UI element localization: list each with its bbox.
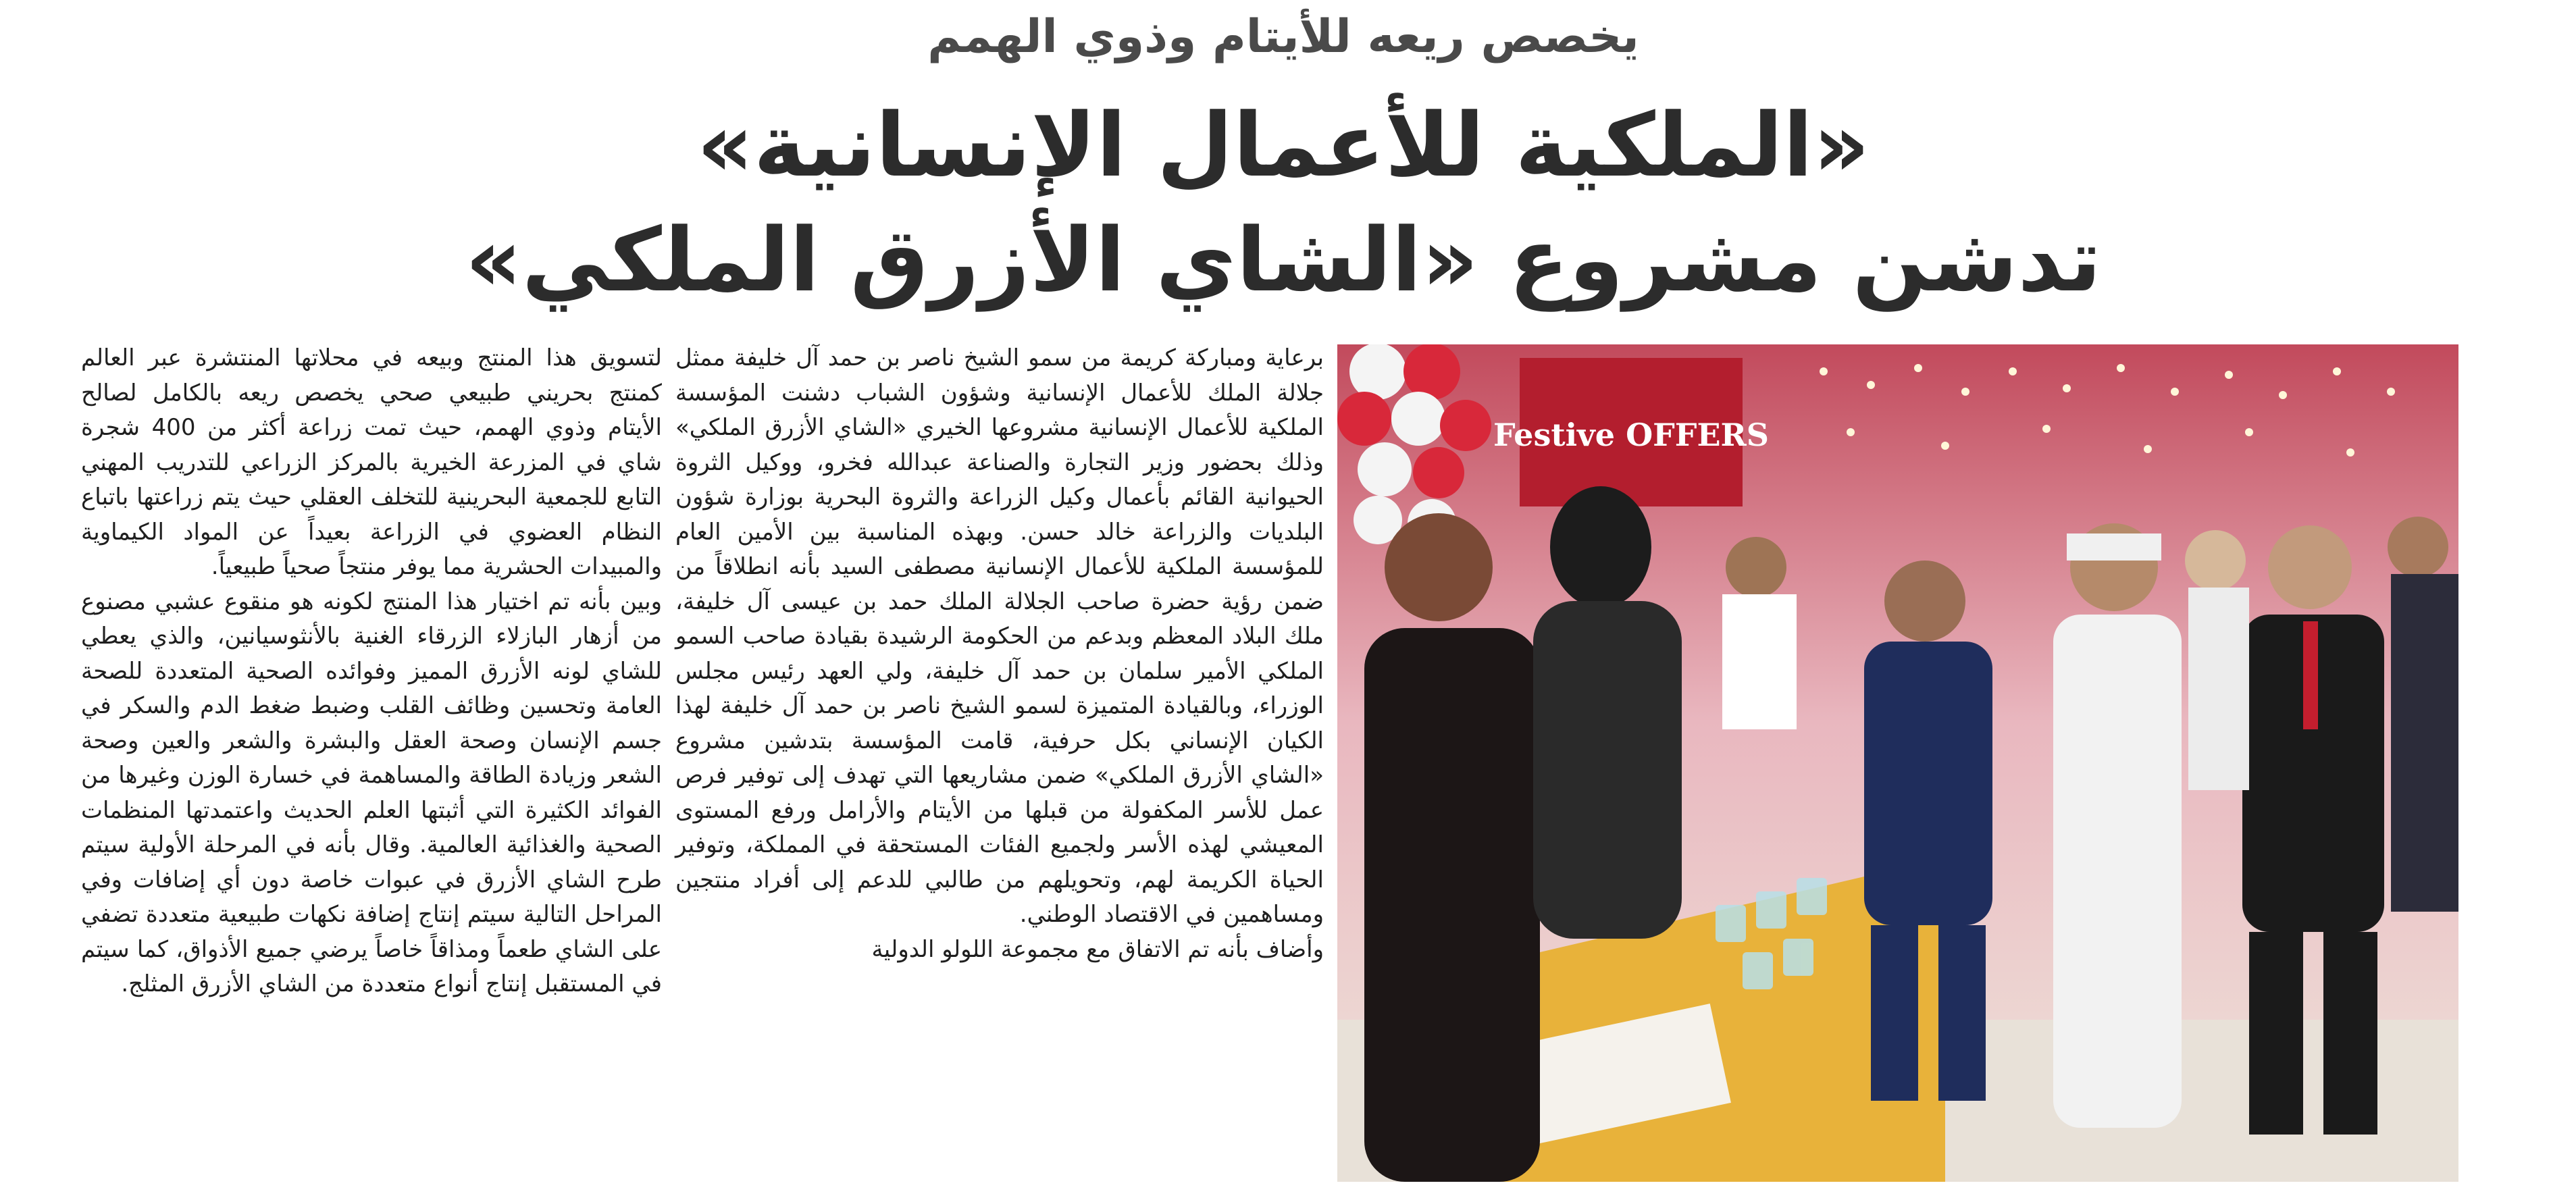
article-column-right — [675, 341, 1324, 967]
event-photo — [1337, 344, 2458, 1182]
paragraph: لتسويق هذا المنتج وبيعه في محلاتها المنتشرة عبر العالم كمنتج بحريني طبيعي صحي يخصص ريعه بالكامل لصالح الأيتام وذوي الهمم، حيث تمت زراعة أكثر من 400 شجرة شاي في المزرعة الخيرية بالمركز الزراعي للتدريب المهني التابع للجمعية البحرينية للتخلف العقلي حيث يتم زراعتها باتباع النظام العضوي في الزراعة بعيداً عن المواد الكيماوية والمبيدات الحشرية مما يوفر منتجاً صحياً طبيعياً. — [81, 344, 662, 580]
paragraph: وأضاف بأنه تم الاتفاق مع مجموعة اللولو الدولية — [871, 935, 1324, 963]
article-column-left — [81, 341, 662, 1002]
paragraph: وبين بأنه تم اختيار هذا المنتج لكونه هو منقوع عشبي مصنوع من أزهار البازلاء الزرقاء الغنية بالأنثوسيانين، والذي يعطي للشاي لونه الأزرق المميز وفوائده الصحية المتعددة للصحة العامة وتحسين وظائف القلب وضبط ضغط الدم والسكر في جسم الإنسان وصحة العقل والبشرة والشعر والعين وصحة الشعر وزيادة الطاقة والمساهمة في خسارة الوزن وغيرها من الفوائد الكثيرة التي أثبتها العلم الحديث واعتمدتها المنظمات الصحية والغذائية العالمية. وقال بأنه في المرحلة الأولية سيتم طرح الشاي الأزرق في عبوات خاصة دون أي إضافات وفي المراحل التالية سيتم إنتاج إضافة نكهات طبيعية متعددة تضفي على الشاي طعماً ومذاقاً خاصاً يرضي جميع الأذواق، كما سيتم في المستقبل إنتاج أنواع متعددة من الشاي الأزرق المثلج. — [81, 588, 662, 997]
paragraph: برعاية ومباركة كريمة من سمو الشيخ ناصر بن حمد آل خليفة ممثل جلالة الملك للأعمال الإنسانية وشؤون الشباب دشنت المؤسسة الملكية للأعمال الإنسانية مشروعها الخيري «الشاي الأزرق الملكي» وذلك بحضور وزير التجارة والصناعة عبدالله فخرو، ووكيل الثروة الحيوانية القائم بأعمال وكيل الزراعة والثروة البحرية بوزارة شؤون البلديات والزراعة خالد حسن. وبهذه المناسبة بين الأمين العام للمؤسسة الملكية للأعمال الإنسانية مصطفى السيد بأنه انطلاقاً من ضمن رؤية حضرة صاحب الجلالة الملك حمد بن عيسى آل خليفة، ملك البلاد المعظم وبدعم من الحكومة الرشيدة بقيادة صاحب السمو الملكي الأمير سلمان بن حمد آل خليفة، ولي العهد رئيس مجلس الوزراء، وبالقيادة المتميزة لسمو الشيخ ناصر بن حمد آل خليفة لهذا الكيان الإنساني بكل حرفية، قامت المؤسسة بتدشين مشروع «الشاي الأزرق الملكي» ضمن مشاريعها التي تهدف إلى توفير فرص عمل للأسر المكفولة من قبلها من الأيتام والأرامل ورفع المستوى المعيشي لهذه الأسر ولجميع الفئات المستحقة في المملكة، وتوفير الحياة الكريمة لهم، وتحويلهم من طالبي للدعم إلى أفراد منتجين ومساهمين في الاقتصاد الوطني. — [675, 344, 1324, 928]
photo-sign-text: Festive OFFERS — [1493, 417, 1769, 453]
article-kicker: يخصص ريعه للأيتام وذوي الهمم — [927, 10, 1639, 63]
headline-line-2: تدشن مشروع «الشاي الأزرق الملكي» — [465, 209, 2102, 311]
headline-line-1: «الملكية للأعمال الإنسانية» — [696, 94, 1870, 197]
